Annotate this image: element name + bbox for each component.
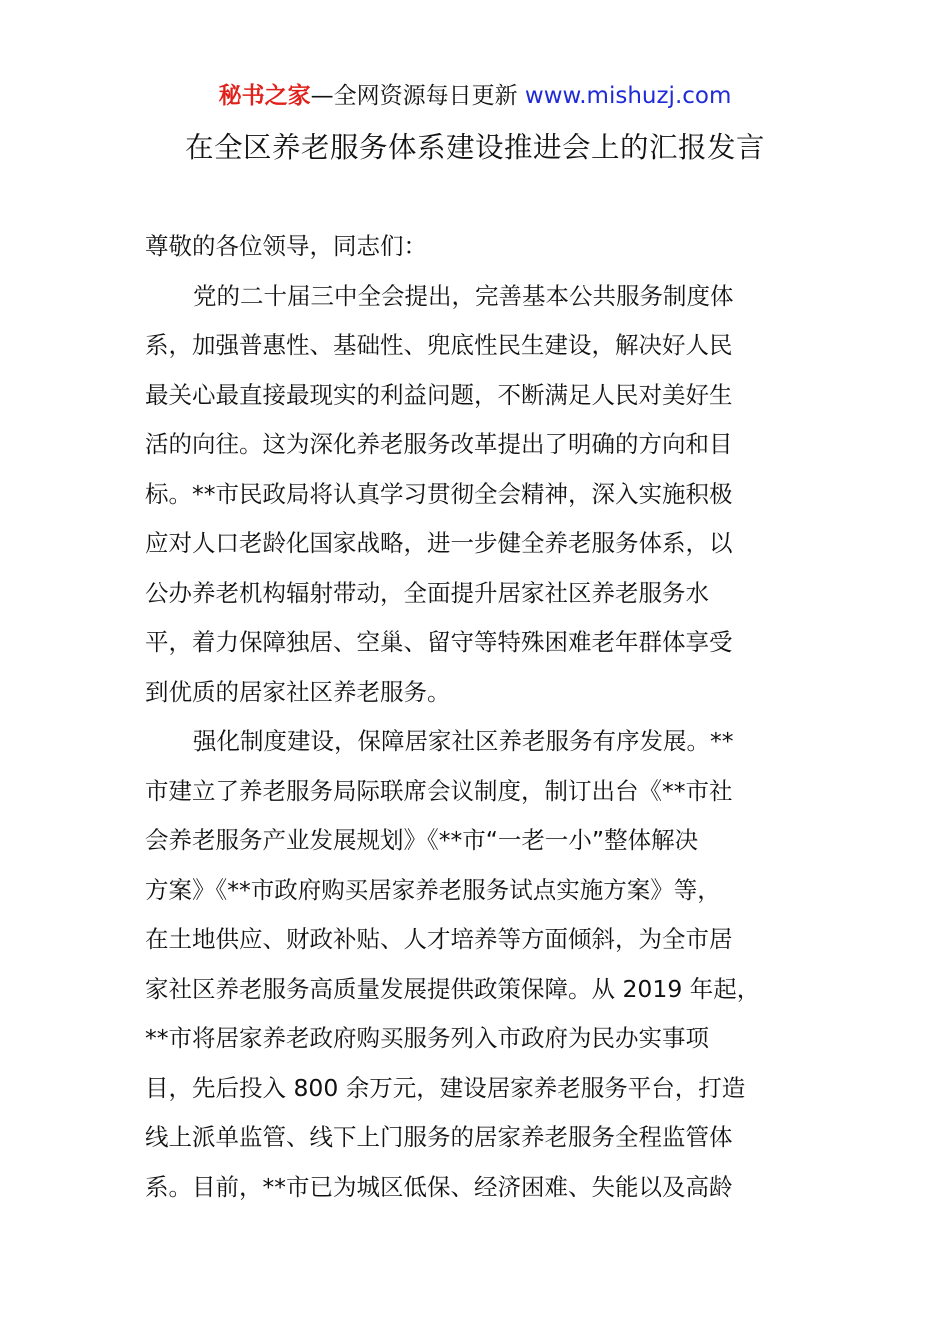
salutation: 尊敬的各位领导，同志们： [145,232,427,260]
body-line: 最关心最直接最现实的利益问题，不断满足人民对美好生 [145,380,733,409]
body-line: 应对人口老龄化国家战略，进一步健全养老服务体系，以 [145,529,733,557]
body-line: 强化制度建设，保障居家社区养老服务有序发展。** [193,727,734,755]
document-title: 在全区养老服务体系建设推进会上的汇报发言 [184,131,765,164]
body-line: 方案》《**市政府购买居家养老服务试点实施方案》等， [145,875,721,904]
body-line: 会养老服务产业发展规划》《**市“一老一小”整体解决 [145,826,699,854]
site-url-link[interactable]: www.mishuzj.com [524,83,732,109]
document-body [145,222,809,1212]
body-line: 平，着力保障独居、空巢、留守等特殊困难老年群体享受 [145,628,733,656]
site-brand: 秘书之家 [218,83,311,109]
body-line: **市将居家养老政府购买服务列入市政府为民办实事项 [145,1024,709,1052]
site-banner [0,80,950,112]
body-line: 市建立了养老服务局际联席会议制度，制订出台《**市社 [145,776,733,805]
body-line: 系，加强普惠性、基础性、兜底性民生建设，解决好人民 [145,331,733,359]
body-line: 公办养老机构辐射带动，全面提升居家社区养老服务水 [145,578,709,607]
body-line: 在土地供应、财政补贴、人才培养等方面倾斜，为全市居 [145,925,733,953]
body-line: 党的二十届三中全会提出，完善基本公共服务制度体 [193,281,734,310]
body-line: 线上派单监管、线下上门服务的居家养老服务全程监管体 [145,1123,733,1151]
body-line: 到优质的居家社区养老服务。 [145,677,451,706]
site-tagline: —全网资源每日更新 [310,83,525,109]
body-line: 系。目前，**市已为城区低保、经济困难、失能以及高龄 [145,1172,733,1201]
body-line: 家社区养老服务高质量发展提供政策保障。从 2019 年起， [145,974,761,1003]
body-line: 目，先后投入 800 余万元，建设居家养老服务平台，打造 [145,1073,746,1102]
body-line: 标。**市民政局将认真学习贯彻全会精神，深入实施积极 [145,479,733,508]
body-line: 活的向往。这为深化养老服务改革提出了明确的方向和目 [145,430,733,458]
